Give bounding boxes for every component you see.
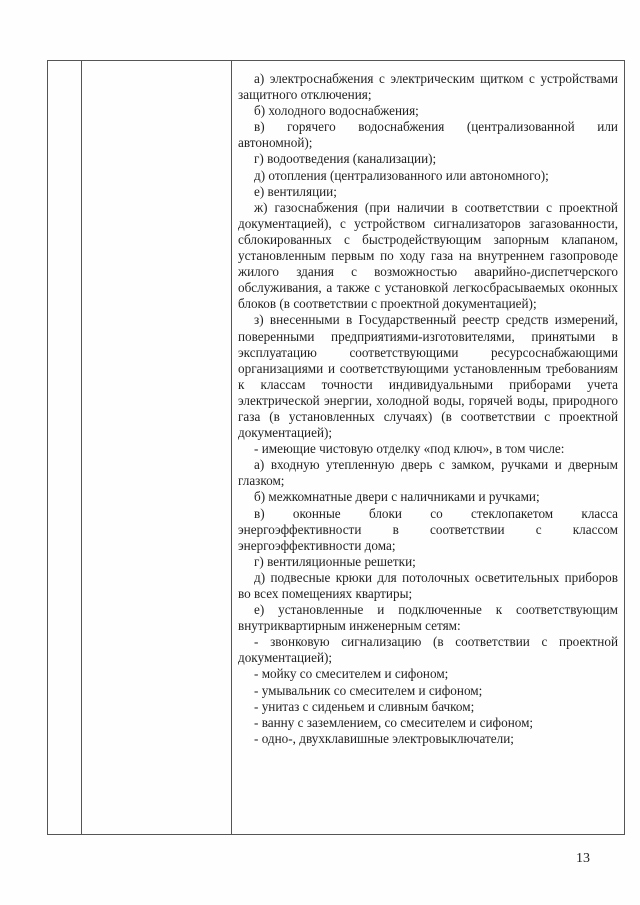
paragraph-installed-equipment: е) установленные и подключенные к соответствующим внутриквартирным инженерным сетям: xyxy=(238,602,618,634)
paragraph-washbasin: - умывальник со смесителем и сифоном; xyxy=(254,682,483,698)
paragraph-heating: д) отопления (централизованного или автономного); xyxy=(254,167,549,183)
paragraph-ventilation: е) вентиляции; xyxy=(254,183,337,199)
page-number: 13 xyxy=(576,851,590,866)
paragraph-electricity: а) электроснабжения с электрическим щитком с устройствами защитного отключения; xyxy=(238,71,618,103)
paragraph-toilet: - унитаз с сиденьем и сливным бачком; xyxy=(254,698,475,714)
paragraph-bathtub: - ванну с заземлением, со смесителем и сифоном; xyxy=(254,714,534,730)
paragraph-entrance-door: а) входную утепленную дверь с замком, ручками и дверным глазком; xyxy=(238,457,618,489)
paragraph-window-blocks: в) оконные блоки со стеклопакетом класса энергоэффективности в соответствии с классом энергоэффективности дома; xyxy=(238,505,618,553)
table-column-divider xyxy=(81,61,82,834)
paragraph-metering-devices: з) внесенными в Государственный реестр средств измерений, поверенными предприятиями-изготовителями, принятыми в эксплуатацию соответствующими ресурсоснабжающими организациями и соответствующими установленным требованиям к классам точности индивидуальными приборами учета электрической энергии, холодной воды, горячей воды, природного газа (в установленных случаях) (в соответствии с проектной документацией); xyxy=(238,312,618,441)
paragraph-interior-doors: б) межкомнатные двери с наличниками и ручками; xyxy=(254,489,540,505)
paragraph-ceiling-hooks: д) подвесные крюки для потолочных осветительных приборов во всех помещениях квартиры; xyxy=(238,569,618,601)
paragraph-gas-supply: ж) газоснабжения (при наличии в соответствии с проектной документацией), с устройством сигнализаторов загазованности, сблокированных с быстродействующим запорным клапаном, установленным первым по ходу газа на внутреннем газопроводе жилого здания с возможностью аварийно-диспетчерского обслуживания, а также с установкой легкосбрасываемых оконных блоков (в соответствии с проектной документацией); xyxy=(238,199,618,312)
paragraph-switches: - одно-, двухклавишные электровыключатели; xyxy=(254,730,514,746)
paragraph-sink: - мойку со смесителем и сифоном; xyxy=(254,666,449,682)
document-table xyxy=(47,60,625,835)
table-cell-content xyxy=(238,71,618,747)
paragraph-drainage: г) водоотведения (канализации); xyxy=(254,151,437,167)
paragraph-doorbell: - звонковую сигнализацию (в соответствии с проектной документацией); xyxy=(238,634,618,666)
table-column-divider xyxy=(231,61,232,834)
paragraph-hot-water: в) горячего водоснабжения (централизованной или автономной); xyxy=(238,119,618,151)
paragraph-cold-water: б) холодного водоснабжения; xyxy=(254,103,419,119)
paragraph-finishing: - имеющие чистовую отделку «под ключ», в том числе: xyxy=(254,441,565,457)
paragraph-vent-grilles: г) вентиляционные решетки; xyxy=(254,553,416,569)
